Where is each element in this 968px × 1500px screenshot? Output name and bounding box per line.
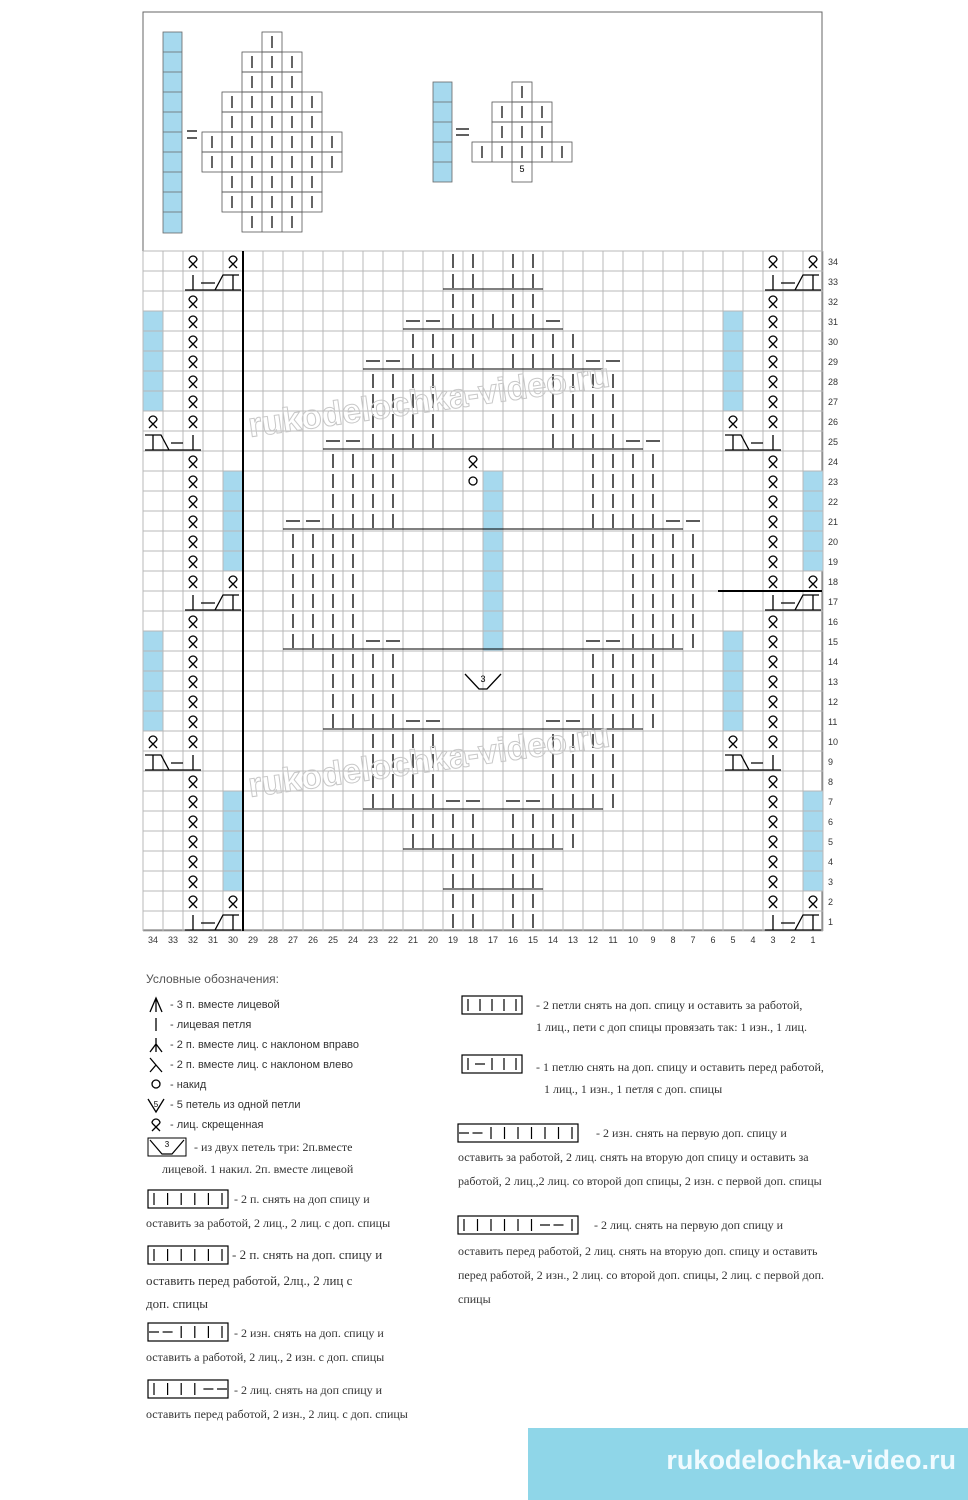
row-number: 12: [828, 697, 839, 707]
row-number: 4: [828, 857, 834, 867]
row-number: 22: [828, 497, 839, 507]
twisted-stitch: [769, 496, 777, 508]
twisted-stitch: [729, 736, 737, 748]
twisted-stitch: [189, 336, 197, 348]
legend-cable-2-icon: [148, 1246, 228, 1264]
blue-cell: [143, 311, 163, 411]
legend-cable-5a: - 2 изн. снять на первую доп. спицу и: [596, 1126, 787, 1140]
motif2-five: 5: [519, 164, 525, 174]
twisted-stitch: [189, 576, 197, 588]
blue-cell: [483, 471, 503, 651]
legend-yarn-over: - накид: [170, 1079, 207, 1091]
legend-cable-6d: спицы: [458, 1292, 491, 1306]
twisted-stitch: [769, 676, 777, 688]
twisted-stitch: [189, 896, 197, 908]
row-number: 26: [828, 417, 839, 427]
legend-three-num: 3: [164, 1140, 170, 1149]
row-number: 23: [828, 477, 839, 487]
row-number: 20: [828, 537, 839, 547]
twisted-stitch: [189, 376, 197, 388]
twisted-stitch: [769, 796, 777, 808]
cross-right-cable: [725, 755, 781, 770]
legend-cross-1b: 1 лиц., пети с доп спицы провязать так: 1 изн., 1 лиц.: [536, 1020, 807, 1034]
legend-cable-4-icon: [148, 1380, 228, 1398]
legend-yo-icon: [152, 1080, 160, 1088]
twisted-stitch: [769, 636, 777, 648]
twisted-stitch: [189, 396, 197, 408]
chart-watermark: rukodelochka-video.ru: [245, 356, 613, 445]
equals-sign-1: [187, 131, 197, 138]
twisted-stitch: [189, 456, 197, 468]
col-number: 31: [207, 935, 219, 945]
twisted-stitch: [769, 456, 777, 468]
row-number: 24: [828, 457, 839, 467]
row-number: 28: [828, 377, 839, 387]
twisted-stitch: [189, 696, 197, 708]
twisted-stitch: [189, 536, 197, 548]
col-number: 33: [167, 935, 179, 945]
twisted-stitch: [769, 896, 777, 908]
twisted-stitch: [769, 816, 777, 828]
twisted-stitch: [769, 616, 777, 628]
row-number: 10: [828, 737, 839, 747]
twisted-stitch: [189, 416, 197, 428]
blue-cell: [223, 471, 243, 571]
watermark-text: rukodelochka-video.ru: [666, 1445, 956, 1475]
row-number: 13: [828, 677, 839, 687]
twisted-stitch: [189, 876, 197, 888]
twisted-stitch: [769, 776, 777, 788]
col-number: 7: [690, 935, 696, 945]
legend-cable-1b: оставить за работой, 2 лиц., 2 лиц. с доп. спицы: [146, 1216, 391, 1230]
legend-cross-2b: 1 лиц., 1 изн., 1 петля с доп. спицы: [544, 1082, 723, 1096]
cross-left-cable: [765, 595, 821, 610]
row-number: 17: [828, 597, 839, 607]
col-number: 28: [267, 935, 279, 945]
main-grid: [143, 251, 823, 931]
legend-5-from-1: - 5 петель из одной петли: [170, 1099, 301, 1111]
legend-3-from-2-b: лицевой. 1 накил. 2п. вместе лицевой: [162, 1162, 354, 1176]
col-number: 23: [367, 935, 379, 945]
blue-cell: [143, 631, 163, 731]
twisted-stitch: [769, 516, 777, 528]
row-number: 21: [828, 517, 839, 527]
legend-cable-4b: оставить перед работой, 2 изн., 2 лиц. с доп. спицы: [146, 1407, 408, 1421]
twisted-stitch: [769, 856, 777, 868]
twisted-stitch: [769, 356, 777, 368]
col-number: 6: [710, 935, 716, 945]
twisted-stitch: [189, 796, 197, 808]
col-number: 34: [147, 935, 159, 945]
twisted-stitch: [189, 316, 197, 328]
row-number: 25: [828, 437, 839, 447]
blue-cell: [223, 791, 243, 891]
legend-twisted-icon: [152, 1119, 160, 1131]
twisted-stitch: [769, 376, 777, 388]
twisted-stitch: [189, 516, 197, 528]
legend-five-num: 5: [153, 1100, 159, 1109]
twisted-stitch: [769, 296, 777, 308]
twisted-stitch: [189, 736, 197, 748]
col-number: 3: [770, 935, 776, 945]
col-number: 27: [287, 935, 299, 945]
twisted-stitch: [769, 716, 777, 728]
twisted-stitch: [769, 576, 777, 588]
legend-cable-6a: - 2 лиц. снять на первую доп спицу и: [594, 1218, 784, 1232]
row-number: 19: [828, 557, 839, 567]
twisted-stitch: [469, 456, 477, 468]
row-number: 29: [828, 357, 839, 367]
blue-cell: [803, 791, 823, 891]
col-number: 9: [650, 935, 656, 945]
col-number: 12: [587, 935, 599, 945]
twisted-stitch: [189, 716, 197, 728]
twisted-stitch: [809, 576, 817, 588]
twisted-stitch: [769, 556, 777, 568]
twisted-stitch: [809, 896, 817, 908]
twisted-stitch: [189, 656, 197, 668]
col-number: 24: [347, 935, 359, 945]
twisted-stitch: [809, 256, 817, 268]
cross-left-cable: [185, 595, 241, 610]
legend-knit: - лицевая петля: [170, 1019, 252, 1031]
row-number: 27: [828, 397, 839, 407]
col-number: 4: [750, 935, 756, 945]
cross-left-cable: [765, 915, 821, 930]
col-number: 16: [507, 935, 519, 945]
twisted-stitch: [769, 836, 777, 848]
row-number: 30: [828, 337, 839, 347]
twisted-stitch: [769, 476, 777, 488]
cross-left-cable: [185, 915, 241, 930]
yarn-over: [469, 477, 477, 485]
col-number: 19: [447, 935, 459, 945]
legend-cable-3-icon: [148, 1323, 228, 1341]
row-number: 34: [828, 257, 839, 267]
col-number: 18: [467, 935, 479, 945]
row-number: 2: [828, 897, 834, 907]
twisted-stitch: [189, 776, 197, 788]
twisted-stitch: [769, 736, 777, 748]
row-number: 6: [828, 817, 834, 827]
legend-cable-2c: доп. спицы: [146, 1296, 208, 1311]
row-number: 31: [828, 317, 839, 327]
legend-cable-5b: оставить за работой, 2 лиц. снять на вторую доп спицу и оставить за: [458, 1150, 809, 1164]
legend-k2tog-left: - 2 п. вместе лиц. с наклоном влево: [170, 1059, 354, 1071]
legend-cable-3b: оставить а работой, 2 лиц., 2 изн. с доп. спицы: [146, 1350, 385, 1364]
legend-cross-2a: - 1 петлю снять на доп. спицу и оставить перед работой,: [536, 1060, 824, 1074]
col-number: 5: [730, 935, 736, 945]
row-number: 16: [828, 617, 839, 627]
legend-3-from-2-a: - из двух петель три: 2п.вместе: [194, 1140, 353, 1154]
col-number: 22: [387, 935, 399, 945]
twisted-stitch: [769, 316, 777, 328]
col-number: 1: [810, 935, 816, 945]
legend-k2tog-right: - 2 п. вместе лиц. с наклоном вправо: [170, 1039, 359, 1051]
twisted-stitch: [189, 836, 197, 848]
row-number: 33: [828, 277, 839, 287]
col-number: 20: [427, 935, 439, 945]
blue-cell: [723, 311, 743, 411]
legend-k3tog-icon: [150, 998, 162, 1012]
twisted-stitch: [189, 856, 197, 868]
twisted-stitch: [769, 396, 777, 408]
cross-right-cable: [145, 755, 201, 770]
row-number: 15: [828, 637, 839, 647]
legend-k2tog-right-icon: [150, 1038, 162, 1052]
row-number: 1: [828, 917, 834, 927]
col-number: 32: [187, 935, 199, 945]
three-from-two-number: 3: [480, 674, 486, 684]
twisted-stitch: [769, 696, 777, 708]
twisted-stitch: [769, 336, 777, 348]
twisted-stitch: [229, 896, 237, 908]
blue-cell: [803, 471, 823, 571]
col-number: 26: [307, 935, 319, 945]
cross-left-cable: [765, 275, 821, 290]
chart-watermark: rukodelochka-video.ru: [245, 716, 613, 805]
twisted-stitch: [189, 296, 197, 308]
col-number: 30: [227, 935, 239, 945]
twisted-stitch: [189, 356, 197, 368]
twisted-stitch: [149, 736, 157, 748]
twisted-stitch: [769, 656, 777, 668]
legend-cable-6b: оставить перед работой, 2 лиц. снять на вторую доп. спицу и оставить: [458, 1244, 818, 1258]
equals-sign-2: [456, 129, 469, 135]
watermark-banner: [528, 1428, 968, 1500]
twisted-stitch: [189, 676, 197, 688]
col-number: 11: [608, 935, 618, 945]
row-number: 14: [828, 657, 839, 667]
twisted-stitch: [229, 256, 237, 268]
col-number: 14: [547, 935, 559, 945]
legend-cross-1a: - 2 петли снять на доп. спицу и оставить за работой,: [536, 998, 803, 1012]
row-number: 32: [828, 297, 839, 307]
cross-left-cable: [185, 275, 241, 290]
cross-right-cable: [725, 435, 781, 450]
twisted-stitch: [189, 496, 197, 508]
top-motifs: [163, 32, 572, 233]
row-number: 3: [828, 877, 834, 887]
row-number: 8: [828, 777, 834, 787]
cross-right-cable: [145, 435, 201, 450]
legend-cable-2a: - 2 п. снять на доп. спицу и: [232, 1247, 383, 1262]
legend-cable-3a: - 2 изн. снять на доп. спицу и: [234, 1326, 384, 1340]
col-number: 15: [527, 935, 539, 945]
row-number: 18: [828, 577, 839, 587]
col-number: 25: [327, 935, 339, 945]
col-number: 17: [487, 935, 499, 945]
twisted-stitch: [229, 576, 237, 588]
twisted-stitch: [729, 416, 737, 428]
col-number: 8: [670, 935, 676, 945]
legend-k2tog-left-icon: [150, 1058, 162, 1072]
legend-cable-6c: перед работой, 2 изн., 2 лиц. со второй доп. спицы, 2 лиц. с первой доп.: [458, 1268, 825, 1282]
twisted-stitch: [189, 256, 197, 268]
twisted-stitch: [769, 876, 777, 888]
row-number: 9: [828, 757, 834, 767]
col-number: 2: [790, 935, 796, 945]
row-number: 5: [828, 837, 834, 847]
twisted-stitch: [769, 416, 777, 428]
legend-symbols: [0, 980, 968, 1410]
col-number: 13: [567, 935, 579, 945]
row-number: 11: [828, 717, 838, 727]
legend-title: Условные обозначения:: [146, 972, 279, 986]
twisted-stitch: [189, 816, 197, 828]
col-number: 21: [407, 935, 419, 945]
twisted-stitch: [769, 256, 777, 268]
col-number: 29: [247, 935, 259, 945]
twisted-stitch: [189, 556, 197, 568]
legend-twisted: - лиц. скрещенная: [170, 1119, 264, 1131]
twisted-stitch: [189, 636, 197, 648]
motif-blue-bar-1: [163, 32, 182, 233]
twisted-stitch: [149, 416, 157, 428]
legend-cable-2b: оставить перед работой, 2лц., 2 лиц с: [146, 1273, 353, 1288]
twisted-stitch: [189, 616, 197, 628]
col-number: 10: [627, 935, 639, 945]
legend-cable-4a: - 2 лиц. снять на доп спицу и: [234, 1383, 383, 1397]
blue-cell: [723, 631, 743, 731]
legend-cable-1a: - 2 п. снять на доп спицу и: [234, 1192, 370, 1206]
legend-cable-1-icon: [148, 1190, 228, 1208]
motif-blue-bar-2: [433, 82, 452, 182]
row-number: 7: [828, 797, 834, 807]
legend-cable-5c: работой, 2 лиц.,2 лиц. со второй доп спицы, 2 изн. с первой доп. спицы: [458, 1174, 822, 1188]
legend-k3tog: - 3 п. вместе лицевой: [170, 999, 280, 1011]
twisted-stitch: [769, 536, 777, 548]
twisted-stitch: [189, 476, 197, 488]
